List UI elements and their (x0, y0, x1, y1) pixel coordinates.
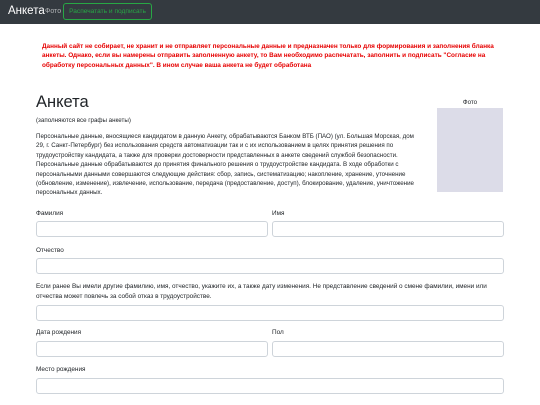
gender-label: Пол (272, 329, 284, 336)
birth-place-input[interactable] (36, 378, 504, 394)
birth-date-input[interactable] (36, 341, 268, 357)
privacy-warning: Данный сайт не собирает, не хранит и не отправляет персональные данные и предназначен только для формирования и заполнения бланка анкеты. Однако, если вы намерены отправить заполненную анкету, то Вам необходимо распечатать, заполнить и подписать "Согласие на обработку персональных данных". В ином случае ваша анкета не будет обработана (42, 43, 494, 69)
print-sign-button[interactable]: Распечатать и подписать (63, 3, 152, 20)
name-label: Имя (272, 210, 285, 217)
gender-select[interactable] (272, 341, 504, 357)
name-input[interactable] (272, 221, 504, 237)
surname-label: Фамилия (36, 210, 64, 217)
previous-names-input[interactable] (36, 305, 504, 321)
page-title: Анкета (36, 93, 89, 111)
patronymic-input[interactable] (36, 258, 504, 274)
birth-place-label: Место рождения (36, 366, 86, 373)
navbar (0, 0, 540, 24)
consent-text: Персональные данные, вносящиеся кандидатом в данную Анкету, обрабатываются Банком ВТБ (ПАО) (ул. Большая Морская, дом 29, г. Санкт-Петербург) без использования средств автоматизации так и с их использованием в целях принятия решения по трудоустройству кандидата, а также для проверки достоверности представленных в анкете сведений службой безопасности. Персональные данные обрабатываются до принятия финального решения о трудоустройстве кандидата. В ходе обработки с персональными данными совершаются следующие действия: сбор, запись, систематизацию; накопление, хранение, уточнение (обновление, изменение), извлечение, использование, передача (предоставление, доступ), блокирование, удаление, уничтожение персональных данных. (36, 133, 414, 197)
name-change-note: Если ранее Вы имели другие фамилию, имя, отчество, укажите их, а также дату изменения. Не представление сведений о смене фамилии, имени или отчества может повлечь за собой отказ в трудоустройстве. (36, 283, 487, 300)
form-subtitle: (заполняются все графы анкеты) (36, 117, 131, 124)
birth-date-label: Дата рождения (36, 329, 82, 336)
photo-label: Фото (462, 99, 478, 106)
photo-upload[interactable] (437, 108, 503, 192)
patronymic-label: Отчество (36, 247, 64, 254)
brand-link[interactable]: Анкета (8, 5, 45, 17)
nav-photo-link[interactable]: Фото (45, 8, 62, 15)
surname-input[interactable] (36, 221, 268, 237)
